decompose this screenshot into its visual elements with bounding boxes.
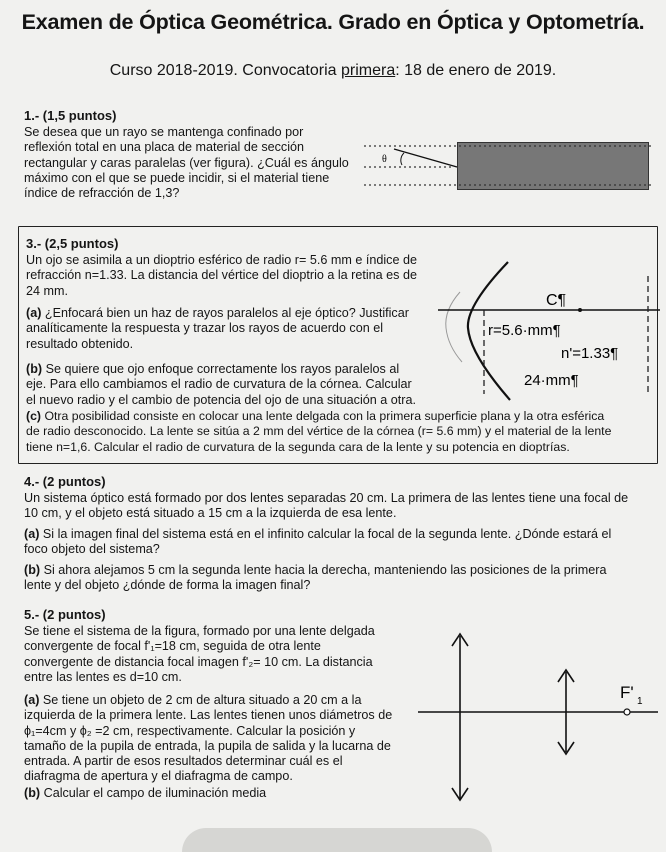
q4-a-label: (a) [24, 527, 40, 541]
page-edge-shadow [182, 828, 492, 852]
q3-label-d: 24·mm¶ [524, 372, 579, 389]
q4-a-line [24, 527, 654, 542]
q1-line: reflexión total en una placa de material de sección [24, 140, 305, 155]
q5-part-a [24, 693, 406, 785]
q5-part-b [24, 786, 406, 801]
q5-text [24, 624, 406, 685]
q3-a-line [26, 306, 436, 321]
q5-focal-subscript: 1 [637, 696, 643, 707]
q5-a-line: izquierda de la primera lente. Las lentes tienen unos diámetros de [24, 708, 393, 723]
q3-center-point [578, 308, 582, 312]
q1-figure [364, 135, 664, 195]
subtitle-post: : 18 de enero de 2019. [395, 62, 557, 79]
q3-c-line: tiene n=1,6. Calcular el radio de curvatura de la segunda cara de la lente y su potencia en dioptrías. [26, 439, 570, 454]
q4-line: 10 cm, y el objeto está situado a 15 cm a la izquierda de esa lente. [24, 506, 397, 521]
q4-b-line: lente y del objeto ¿dónde de forma la imagen final? [24, 578, 311, 593]
q3-eyelid-line [446, 292, 462, 362]
q5-a-text: Se tiene un objeto de 2 cm de altura situado a 20 cm a la [39, 693, 362, 707]
q3-line: 24 mm. [26, 283, 68, 298]
q5-a-line: tamaño de la pupila de entrada, la pupila de salida y la lucarna de [24, 738, 391, 753]
q3-a-label: (a) [26, 306, 42, 320]
q4-a-text: Si la imagen final del sistema está en el infinito calcular la focal de la segunda lente. ¿Dónde estará el [39, 527, 612, 541]
q1-angle-arc [401, 153, 404, 165]
q5-lens-figure [408, 626, 658, 808]
q3-a-text: ¿Enfocará bien un haz de rayos paralelos al eje óptico? Justificar [41, 306, 409, 320]
q5-line: convergente de distancia focal imagen f'₂= 10 cm. La distancia [24, 654, 373, 669]
q1-line: rectangular y caras paralelas (ver figura). ¿Cuál es ángulo [24, 155, 349, 170]
q3-part-c [26, 409, 654, 455]
q3-c-line [26, 409, 654, 424]
q5-focal-label: F' [620, 683, 634, 702]
q5-b-text: Calcular el campo de iluminación media [40, 786, 267, 800]
q5-heading: 5.- (2 puntos) [24, 607, 106, 622]
q3-b-text: Se quiere que ojo enfoque correctamente los rayos paralelos al [42, 362, 400, 376]
subtitle-mid: primera [340, 62, 396, 79]
q4-line: Un sistema óptico está formado por dos lentes separadas 20 cm. La primera de las lentes tiene una focal de [24, 491, 629, 505]
q1-line: Se desea que un rayo se mantenga confinado por [24, 125, 304, 139]
q1-incident-ray [394, 149, 457, 167]
q3-eye-figure [438, 258, 660, 408]
q4-b-text: Si ahora alejamos 5 cm la segunda lente hacia la derecha, manteniendo las posiciones de la primera [40, 563, 607, 577]
q3-c-label: (c) [26, 409, 42, 423]
q5-line: Se tiene el sistema de la figura, formado por una lente delgada [24, 624, 375, 638]
q4-b-line [24, 563, 654, 578]
q3-part-b [26, 362, 436, 408]
q3-part-a [26, 306, 436, 352]
q5-a-line: diafragma de apertura y el diafragma de campo. [24, 769, 293, 784]
q3-b-line: el nuevo radio y el cambio de potencia del ojo de una situación a otra. [26, 392, 416, 407]
q5-b-label: (b) [24, 786, 41, 800]
q4-a-line: foco objeto del sistema? [24, 542, 160, 557]
q3-b-line: eje. Para ello cambiamos el radio de curvatura de la córnea. Calcular [26, 377, 412, 392]
q1-line: máximo con el que se puede incidir, si el material tiene [24, 170, 330, 185]
q5-a-line [24, 693, 406, 708]
q3-c-text: Otra posibilidad consiste en colocar una lente delgada con la primera superficie plana y la otra esférica [41, 409, 605, 423]
exam-title: Examen de Óptica Geométrica. Grado en Óptica y Optometría. [21, 10, 645, 34]
q3-intro [26, 253, 436, 299]
q5-a-line: entrada. A partir de esos resultados determinar cuál es el [24, 754, 343, 769]
q5-line: entre las lentes es d=10 cm. [24, 669, 182, 684]
q5-focal-point [624, 709, 630, 715]
q5-line: convergente de focal f'₁=18 cm, seguida de otra lente [24, 639, 321, 654]
q3-heading: 3.- (2,5 puntos) [26, 236, 119, 251]
q3-a-line: analíticamente la respuesta y trazar los rayos de acuerdo con el [26, 321, 384, 336]
q1-text [24, 125, 354, 201]
exam-subtitle [0, 62, 666, 80]
q3-label-n: n'=1.33¶ [561, 345, 619, 362]
q5-a-line: ϕ₁=4cm y ϕ₂ =2 cm, respectivamente. Calcular la posición y [24, 723, 356, 738]
q3-b-line [26, 362, 436, 377]
q4-heading: 4.- (2 puntos) [24, 474, 106, 489]
q3-a-line: resultado obtenido. [26, 336, 134, 351]
q3-line: Un ojo se asimila a un dioptrio esférico de radio r= 5.6 mm e índice de [26, 253, 417, 267]
subtitle-pre: Curso 2018-2019. Convocatoria [109, 62, 341, 79]
q3-label-r: r=5.6·mm¶ [488, 322, 561, 339]
q4-part-a [24, 527, 654, 558]
q1-line: índice de refracción de 1,3? [24, 186, 180, 201]
q3-c-line: de radio desconocido. La lente se sitúa a 2 mm del vértice de la córnea (r= 5.6 mm) y el material de la lente [26, 424, 612, 439]
q4-part-b [24, 563, 654, 594]
q4-b-label: (b) [24, 563, 41, 577]
q3-label-c: C¶ [546, 292, 567, 309]
q3-line: refracción n=1.33. La distancia del vértice del dioptrio a la retina es de [26, 268, 417, 283]
q1-heading: 1.- (1,5 puntos) [24, 108, 117, 123]
q5-a-label: (a) [24, 693, 40, 707]
q3-b-label: (b) [26, 362, 43, 376]
q1-theta-label: θ [382, 154, 387, 165]
q5-b-line [24, 786, 406, 801]
q4-text [24, 491, 654, 522]
